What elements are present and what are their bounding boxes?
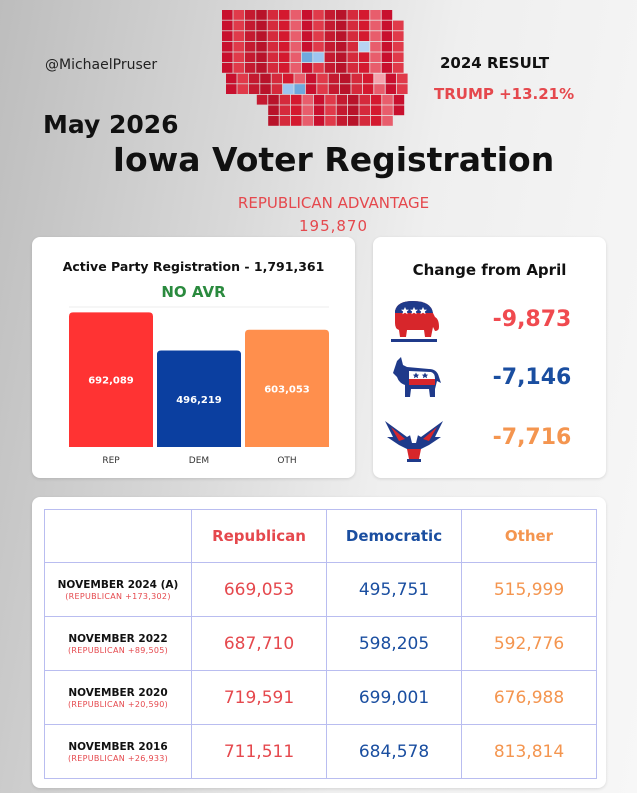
change-title: Change from April (412, 261, 567, 279)
county-cell (313, 63, 324, 73)
cell-other: 813,814 (462, 725, 597, 779)
cell-republican: 711,511 (192, 725, 327, 779)
change-row-democratic (373, 355, 606, 405)
county-cell (347, 52, 358, 62)
change-value-other: -7,716 (492, 425, 572, 450)
county-cell (382, 95, 393, 105)
county-cell (374, 74, 385, 84)
county-cell (359, 95, 370, 105)
county-cell (340, 84, 351, 94)
county-cell (268, 116, 279, 126)
county-cell (233, 21, 244, 31)
cell-other: 676,988 (462, 671, 597, 725)
cell-republican: 719,591 (192, 671, 327, 725)
county-cell (359, 63, 370, 73)
cell-republican: 687,710 (192, 617, 327, 671)
county-cell (290, 31, 301, 41)
county-cell (302, 105, 313, 115)
county-cell (245, 21, 256, 31)
report-month: May 2026 (43, 110, 179, 139)
county-cell (280, 95, 291, 105)
county-cell (279, 10, 290, 20)
county-cell (370, 21, 381, 31)
table-row (45, 671, 597, 725)
county-cell (325, 95, 336, 105)
row-margin: (REPUBLICAN +20,590) (67, 700, 169, 709)
cell-other: 592,776 (462, 617, 597, 671)
county-cell (314, 105, 325, 115)
county-cell (336, 63, 347, 73)
county-cell (279, 31, 290, 41)
county-cell (245, 52, 256, 62)
county-cell (306, 74, 317, 84)
county-cell (256, 42, 267, 52)
registration-chart-card (32, 237, 355, 478)
county-cell (302, 63, 313, 73)
county-cell (268, 105, 279, 115)
county-cell (294, 84, 305, 94)
county-cell (272, 84, 283, 94)
cell-democratic: 495,751 (327, 563, 462, 617)
county-cell (317, 84, 328, 94)
county-cell (371, 95, 382, 105)
county-cell (347, 42, 358, 52)
author-handle: @MichaelPruser (45, 57, 158, 73)
county-cell (280, 105, 291, 115)
table-row (45, 563, 597, 617)
county-cell (325, 31, 336, 41)
county-cell (313, 42, 324, 52)
county-cell (245, 10, 256, 20)
bar-category-label: DEM (188, 456, 210, 466)
county-cell (347, 63, 358, 73)
county-cell (394, 95, 405, 105)
county-cell (291, 95, 302, 105)
county-cell (325, 10, 336, 20)
row-label-cell (45, 671, 192, 725)
county-cell (347, 31, 358, 41)
county-cell (302, 95, 313, 105)
county-cell (302, 31, 313, 41)
county-cell (348, 105, 359, 115)
county-cell (279, 21, 290, 31)
county-cell (371, 105, 382, 115)
county-cell (359, 116, 370, 126)
county-cell (313, 31, 324, 41)
county-cell (359, 21, 370, 31)
county-cell (325, 42, 336, 52)
county-cell (393, 52, 404, 62)
row-label-cell (45, 563, 192, 617)
county-cell (257, 95, 268, 105)
county-cell (290, 63, 301, 73)
row-margin: (REPUBLICAN +26,933) (67, 754, 169, 763)
county-cell (291, 116, 302, 126)
county-cell (336, 42, 347, 52)
county-cell (233, 10, 244, 20)
history-table-card (32, 497, 606, 788)
county-cell (329, 84, 340, 94)
bar-chart (32, 237, 355, 478)
county-cell (394, 105, 405, 115)
county-cell (314, 116, 325, 126)
eagle-icon (383, 415, 445, 465)
county-cell (393, 42, 404, 52)
county-cell (283, 74, 294, 84)
county-cell (268, 52, 279, 62)
county-cell (256, 52, 267, 62)
county-cell (222, 31, 233, 41)
county-cell (245, 42, 256, 52)
county-cell (325, 21, 336, 31)
header-other: Other (462, 510, 597, 563)
county-cell (370, 31, 381, 41)
county-cell (233, 52, 244, 62)
county-cell (314, 95, 325, 105)
county-cell (393, 63, 404, 73)
county-cell (325, 116, 336, 126)
county-cell (249, 84, 260, 94)
bar-category-label: REP (102, 456, 120, 466)
advantage-value: 195,870 (298, 217, 369, 235)
county-cell (329, 74, 340, 84)
county-cell (245, 63, 256, 73)
county-cell (359, 52, 370, 62)
county-cell (340, 74, 351, 84)
row-label-cell (45, 725, 192, 779)
county-cell (382, 10, 393, 20)
county-cell (222, 21, 233, 31)
county-cell (226, 84, 237, 94)
county-cell (302, 116, 313, 126)
row-label: NOVEMBER 2022 (68, 633, 168, 645)
county-cell (313, 52, 324, 62)
county-cell (370, 52, 381, 62)
row-label: NOVEMBER 2024 (A) (57, 579, 179, 591)
county-cell (337, 105, 348, 115)
table-row (45, 725, 597, 779)
county-cell (351, 74, 362, 84)
county-cell (260, 74, 271, 84)
county-cell (249, 74, 260, 84)
row-margin: (REPUBLICAN +89,505) (67, 646, 169, 655)
county-cell (222, 42, 233, 52)
iowa-county-map (222, 10, 412, 140)
county-cell (290, 42, 301, 52)
county-cell (336, 10, 347, 20)
county-cell (268, 10, 279, 20)
county-cell (393, 21, 404, 31)
county-cell (233, 42, 244, 52)
county-cell (302, 52, 313, 62)
county-cell (256, 21, 267, 31)
county-cell (325, 63, 336, 73)
county-cell (386, 74, 397, 84)
row-label: NOVEMBER 2016 (68, 741, 168, 753)
page-title: Iowa Voter Registration (112, 140, 555, 179)
county-cell (347, 21, 358, 31)
county-cell (348, 95, 359, 105)
county-cell (382, 63, 393, 73)
county-cell (256, 10, 267, 20)
donkey-icon (383, 355, 445, 405)
county-cell (336, 21, 347, 31)
county-cell (393, 31, 404, 41)
county-cell (233, 63, 244, 73)
county-cell (382, 105, 393, 115)
header-democratic: Democratic (327, 510, 462, 563)
county-cell (325, 52, 336, 62)
county-cell (386, 84, 397, 94)
change-card (373, 237, 606, 478)
bar-value-label: 692,089 (88, 375, 134, 387)
county-cell (222, 63, 233, 73)
county-cell (268, 63, 279, 73)
county-cell (336, 52, 347, 62)
row-label: NOVEMBER 2020 (68, 687, 168, 699)
chart-title: Active Party Registration - 1,791,361 (62, 259, 325, 274)
change-row-republican (373, 297, 606, 347)
county-cell (302, 42, 313, 52)
county-cell (337, 95, 348, 105)
county-cell (260, 84, 271, 94)
county-cell (359, 31, 370, 41)
county-cell (348, 116, 359, 126)
county-cell (363, 84, 374, 94)
county-cell (382, 52, 393, 62)
county-cell (279, 63, 290, 73)
county-cell (313, 10, 324, 20)
county-cell (397, 84, 408, 94)
county-cell (359, 105, 370, 115)
county-cell (306, 84, 317, 94)
county-cell (272, 74, 283, 84)
cell-other: 515,999 (462, 563, 597, 617)
county-cell (256, 63, 267, 73)
county-cell (291, 105, 302, 115)
county-cell (371, 116, 382, 126)
row-label-cell (45, 617, 192, 671)
cell-republican: 669,053 (192, 563, 327, 617)
table-row (45, 617, 597, 671)
registration-history-table (44, 509, 597, 779)
elephant-icon (383, 297, 445, 347)
county-cell (256, 31, 267, 41)
cell-democratic: 684,578 (327, 725, 462, 779)
county-cell (268, 42, 279, 52)
county-cell (290, 21, 301, 31)
county-cell (370, 10, 381, 20)
county-cell (347, 10, 358, 20)
bar-category-label: OTH (277, 456, 297, 466)
county-cell (302, 10, 313, 20)
county-cell (382, 42, 393, 52)
advantage-label: REPUBLICAN ADVANTAGE (237, 194, 430, 212)
change-value-republican: -9,873 (492, 307, 572, 332)
county-cell (268, 95, 279, 105)
county-cell (336, 31, 347, 41)
cell-democratic: 598,205 (327, 617, 462, 671)
county-cell (370, 63, 381, 73)
county-cell (359, 10, 370, 20)
county-cell (363, 74, 374, 84)
county-cell (268, 31, 279, 41)
county-cell (302, 21, 313, 31)
county-cell (317, 74, 328, 84)
county-cell (280, 116, 291, 126)
cell-democratic: 699,001 (327, 671, 462, 725)
county-cell (279, 42, 290, 52)
county-cell (233, 31, 244, 41)
county-cell (397, 74, 408, 84)
bar-value-label: 603,053 (264, 384, 310, 396)
county-cell (237, 74, 248, 84)
county-cell (382, 21, 393, 31)
county-cell (222, 10, 233, 20)
county-cell (382, 31, 393, 41)
result-label: 2024 RESULT (440, 54, 550, 72)
county-cell (337, 116, 348, 126)
result-value: TRUMP +13.21% (434, 85, 575, 103)
county-cell (245, 31, 256, 41)
county-cell (294, 74, 305, 84)
header-republican: Republican (192, 510, 327, 563)
county-cell (268, 21, 279, 31)
county-cell (226, 74, 237, 84)
table-header-row (45, 510, 597, 563)
row-margin: (REPUBLICAN +173,302) (65, 592, 171, 601)
county-cell (382, 116, 393, 126)
county-cell (370, 42, 381, 52)
county-cell (359, 42, 370, 52)
county-cell (351, 84, 362, 94)
change-value-democratic: -7,146 (492, 365, 572, 390)
county-cell (374, 84, 385, 94)
county-cell (283, 84, 294, 94)
county-cell (237, 84, 248, 94)
county-cell (325, 105, 336, 115)
county-cell (222, 52, 233, 62)
change-row-other (373, 415, 606, 465)
header-blank (45, 510, 192, 563)
county-cell (290, 52, 301, 62)
county-cell (290, 10, 301, 20)
county-cell (279, 52, 290, 62)
bar-value-label: 496,219 (176, 394, 222, 406)
county-cell (313, 21, 324, 31)
chart-subtitle: NO AVR (161, 283, 226, 301)
